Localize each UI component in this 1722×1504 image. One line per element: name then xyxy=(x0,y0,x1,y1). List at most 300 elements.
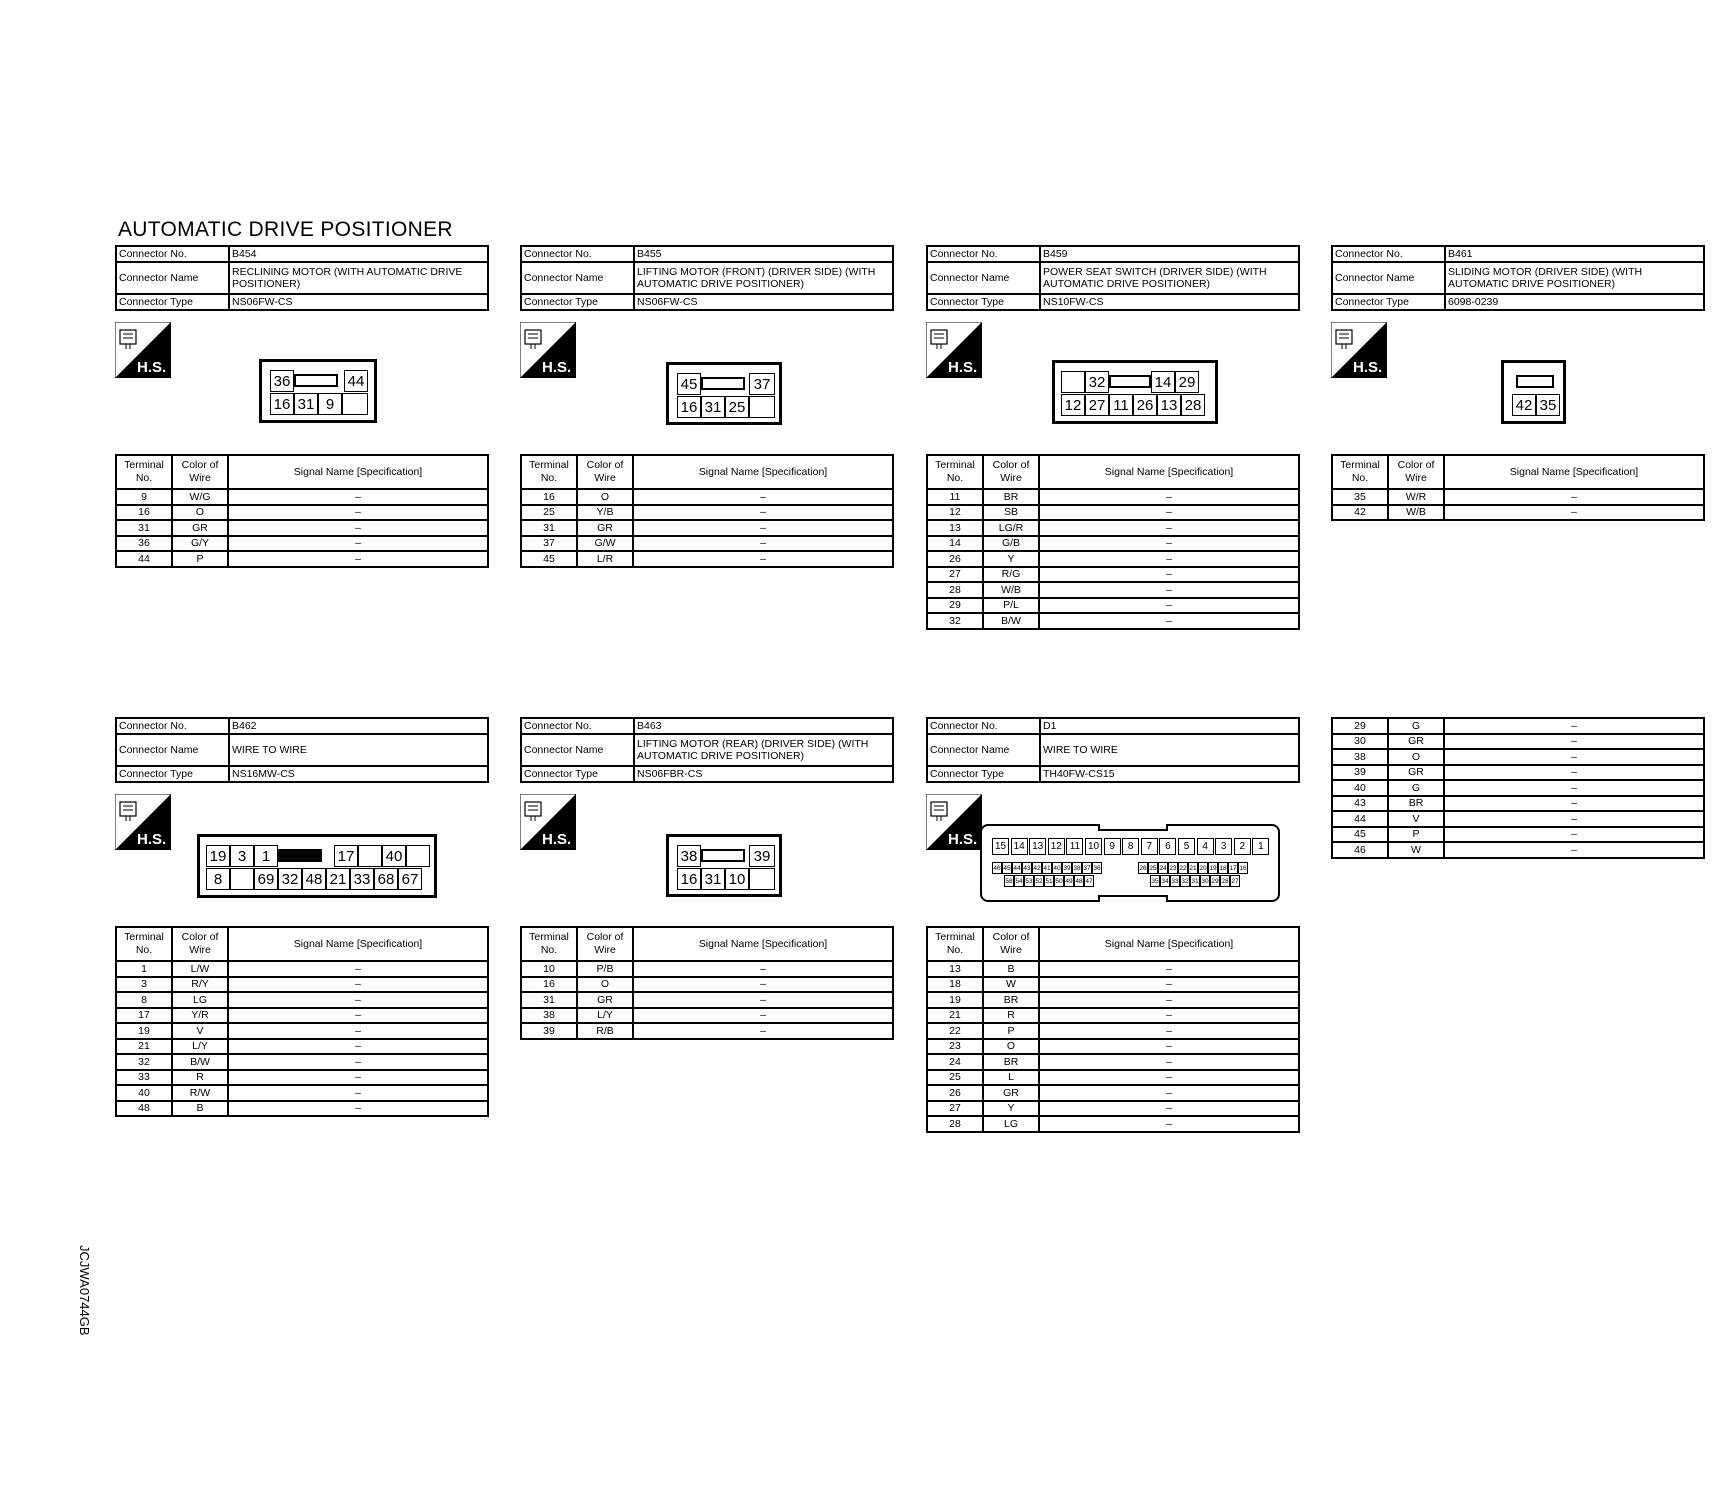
terminal-no: 31 xyxy=(521,520,577,536)
info-label: Connector Name xyxy=(927,262,1040,294)
terminal-no: 12 xyxy=(927,505,983,521)
info-label: Connector Name xyxy=(116,262,229,294)
color-of-wire-header: Color of Wire xyxy=(577,927,633,961)
connector-pin: 48 xyxy=(302,868,326,890)
harness-side-icon xyxy=(115,322,171,378)
connector-face xyxy=(926,322,1300,432)
info-label: Connector Name xyxy=(116,734,229,766)
wire-color: O xyxy=(577,977,633,993)
connector-pin: 58 xyxy=(1004,875,1014,887)
connector-name: LIFTING MOTOR (FRONT) (DRIVER SIDE) (WITH AUTOMATIC DRIVE POSITIONER) xyxy=(634,262,893,294)
terminal-table xyxy=(1331,454,1705,521)
connector-pin: 31 xyxy=(294,393,318,415)
terminal-no-header: Terminal No. xyxy=(1332,455,1388,489)
connector-pin: 45 xyxy=(1002,862,1012,874)
wire-color: LG xyxy=(172,992,228,1008)
wire-color: O xyxy=(983,1039,1039,1055)
connector-info-table xyxy=(926,245,1300,311)
wire-color: G/W xyxy=(577,536,633,552)
wire-color: P/B xyxy=(577,961,633,977)
terminal-no: 24 xyxy=(927,1054,983,1070)
wire-color: B/W xyxy=(172,1054,228,1070)
connector-pin: 26 xyxy=(1138,862,1148,874)
table-row xyxy=(116,961,488,977)
document-code: JCJWA0744GB xyxy=(77,1245,92,1336)
wire-color: B xyxy=(983,961,1039,977)
connector-pin: 31 xyxy=(701,868,725,890)
table-row xyxy=(927,961,1299,977)
connector-pin: 67 xyxy=(398,868,422,890)
info-label: Connector Type xyxy=(1332,294,1445,310)
terminal-no: 43 xyxy=(1332,796,1388,812)
table-row xyxy=(521,992,893,1008)
terminal-no: 11 xyxy=(927,489,983,505)
table-row xyxy=(927,489,1299,505)
connector-pin xyxy=(1061,371,1085,393)
connector-info-table xyxy=(520,717,894,783)
harness-side-badge xyxy=(520,322,576,378)
info-label: Connector Name xyxy=(927,734,1040,766)
signal-name: – xyxy=(1444,505,1704,521)
table-row xyxy=(116,536,488,552)
wire-color: L/Y xyxy=(577,1008,633,1024)
color-of-wire-header: Color of Wire xyxy=(1388,455,1444,489)
table-row xyxy=(927,1039,1299,1055)
signal-name-header: Signal Name [Specification] xyxy=(633,455,893,489)
table-row xyxy=(521,1008,893,1024)
terminal-table xyxy=(520,454,894,568)
signal-name: – xyxy=(1039,1039,1299,1055)
table-row xyxy=(116,1008,488,1024)
terminal-no: 42 xyxy=(1332,505,1388,521)
connector-pin: 47 xyxy=(1084,875,1094,887)
wire-color: L/W xyxy=(172,961,228,977)
connector-pin: 20 xyxy=(1198,862,1208,874)
connector-pin: 14 xyxy=(1151,371,1175,393)
connector-info-table xyxy=(926,717,1300,783)
connector-pin: 12 xyxy=(1048,838,1065,855)
connector-pin: 1 xyxy=(254,845,278,867)
signal-name: – xyxy=(1039,1023,1299,1039)
connector-pin: 7 xyxy=(1141,838,1158,855)
connector-pin: 1 xyxy=(1252,838,1269,855)
signal-name: – xyxy=(1039,536,1299,552)
signal-name: – xyxy=(228,992,488,1008)
signal-name: – xyxy=(633,505,893,521)
terminal-no: 22 xyxy=(927,1023,983,1039)
table-row xyxy=(927,1101,1299,1117)
signal-name: – xyxy=(228,505,488,521)
connector-pin: 32 xyxy=(1085,371,1109,393)
connector-face xyxy=(520,794,894,904)
signal-name: – xyxy=(1039,1085,1299,1101)
table-row xyxy=(1332,489,1704,505)
terminal-no: 31 xyxy=(521,992,577,1008)
terminal-no: 32 xyxy=(927,613,983,629)
table-row xyxy=(927,505,1299,521)
connector-number: B463 xyxy=(634,718,893,734)
signal-name: – xyxy=(228,1054,488,1070)
signal-name: – xyxy=(633,992,893,1008)
terminal-no: 16 xyxy=(521,977,577,993)
connector-pin: 31 xyxy=(1190,875,1200,887)
wire-color: GR xyxy=(577,992,633,1008)
connector-name: RECLINING MOTOR (WITH AUTOMATIC DRIVE POSITIONER) xyxy=(229,262,488,294)
connector-pin: 16 xyxy=(677,868,701,890)
wire-color: P xyxy=(172,551,228,567)
terminal-no-header: Terminal No. xyxy=(927,927,983,961)
signal-name: – xyxy=(1039,1070,1299,1086)
wire-color: G xyxy=(1388,780,1444,796)
connector-pin: 13 xyxy=(1029,838,1046,855)
connector-pin: 26 xyxy=(1133,394,1157,416)
harness-side-icon xyxy=(1331,322,1387,378)
signal-name-header: Signal Name [Specification] xyxy=(228,927,488,961)
signal-name: – xyxy=(1039,567,1299,583)
signal-name: – xyxy=(228,1085,488,1101)
signal-name: – xyxy=(1039,598,1299,614)
wire-color: W/G xyxy=(172,489,228,505)
table-row xyxy=(116,489,488,505)
connector-pin: 10 xyxy=(725,868,749,890)
table-row xyxy=(927,1054,1299,1070)
connector-pin: 28 xyxy=(1181,394,1205,416)
terminal-no: 1 xyxy=(116,961,172,977)
connector-pin: 41 xyxy=(1042,862,1052,874)
table-row xyxy=(1332,718,1704,734)
connector-pin: 44 xyxy=(1012,862,1022,874)
connector-type: NS06FBR-CS xyxy=(634,766,893,782)
connector-housing xyxy=(666,362,782,425)
svg-text:H.S.: H.S. xyxy=(542,831,572,848)
connector-pin: 22 xyxy=(1178,862,1188,874)
svg-text:H.S.: H.S. xyxy=(948,831,978,848)
connector-block xyxy=(115,245,489,565)
table-row xyxy=(116,1054,488,1070)
connector-type: NS10FW-CS xyxy=(1040,294,1299,310)
wire-color: W xyxy=(983,977,1039,993)
connector-number: D1 xyxy=(1040,718,1299,734)
connector-latch xyxy=(1098,895,1168,902)
terminal-no: 30 xyxy=(1332,734,1388,750)
connector-pin: 17 xyxy=(334,845,358,867)
wire-color: R/Y xyxy=(172,977,228,993)
connector-block xyxy=(1331,245,1705,519)
terminal-no: 27 xyxy=(927,1101,983,1117)
table-row xyxy=(927,977,1299,993)
terminal-no: 39 xyxy=(1332,765,1388,781)
signal-name: – xyxy=(228,1008,488,1024)
connector-pin: 8 xyxy=(1122,838,1139,855)
connector-pin: 9 xyxy=(1104,838,1121,855)
connector-housing xyxy=(666,834,782,897)
wire-color: SB xyxy=(983,505,1039,521)
signal-name: – xyxy=(1039,1101,1299,1117)
wire-color: B xyxy=(172,1101,228,1117)
harness-side-icon xyxy=(926,794,982,850)
signal-name: – xyxy=(633,536,893,552)
connector-pin: 37 xyxy=(749,373,775,395)
signal-name: – xyxy=(633,977,893,993)
connector-housing xyxy=(1052,360,1218,424)
connector-latch xyxy=(1098,824,1168,831)
terminal-no: 25 xyxy=(927,1070,983,1086)
terminal-no: 17 xyxy=(116,1008,172,1024)
color-of-wire-header: Color of Wire xyxy=(172,455,228,489)
terminal-no: 44 xyxy=(116,551,172,567)
table-row xyxy=(1332,780,1704,796)
wire-color: R/B xyxy=(577,1023,633,1039)
signal-name: – xyxy=(228,1039,488,1055)
signal-name: – xyxy=(1039,992,1299,1008)
info-label: Connector Type xyxy=(116,294,229,310)
signal-name: – xyxy=(633,551,893,567)
terminal-table xyxy=(926,454,1300,630)
info-label: Connector Type xyxy=(927,766,1040,782)
connector-pin: 32 xyxy=(1180,875,1190,887)
connector-block xyxy=(115,717,489,1115)
svg-text:H.S.: H.S. xyxy=(1353,359,1383,376)
continuation-terminal-table xyxy=(1331,717,1705,859)
terminal-no: 37 xyxy=(521,536,577,552)
connector-pin: 51 xyxy=(1044,875,1054,887)
signal-name: – xyxy=(228,1101,488,1117)
terminal-no: 28 xyxy=(927,582,983,598)
wire-color: BR xyxy=(983,489,1039,505)
connector-pin: 42 xyxy=(1032,862,1042,874)
table-row xyxy=(927,1085,1299,1101)
terminal-no: 39 xyxy=(521,1023,577,1039)
signal-name: – xyxy=(1039,505,1299,521)
connector-pin: 33 xyxy=(1170,875,1180,887)
connector-pin: 13 xyxy=(1157,394,1181,416)
connector-number: B461 xyxy=(1445,246,1704,262)
wire-color: G/B xyxy=(983,536,1039,552)
harness-side-badge xyxy=(1331,322,1387,378)
connector-pin: 25 xyxy=(725,396,749,418)
connector-pin: 3 xyxy=(230,845,254,867)
connector-key xyxy=(1516,375,1554,388)
terminal-no: 38 xyxy=(521,1008,577,1024)
connector-face xyxy=(115,322,489,432)
harness-side-badge xyxy=(115,794,171,850)
signal-name: – xyxy=(1039,551,1299,567)
connector-pin: 10 xyxy=(1085,838,1102,855)
connector-pin: 53 xyxy=(1024,875,1034,887)
connector-name: POWER SEAT SWITCH (DRIVER SIDE) (WITH AUTOMATIC DRIVE POSITIONER) xyxy=(1040,262,1299,294)
table-row xyxy=(521,551,893,567)
connector-number: B455 xyxy=(634,246,893,262)
terminal-no: 26 xyxy=(927,1085,983,1101)
wire-color: Y/B xyxy=(577,505,633,521)
svg-text:H.S.: H.S. xyxy=(137,359,167,376)
connector-type: 6098-0239 xyxy=(1445,294,1704,310)
connector-info-table xyxy=(1331,245,1705,311)
info-label: Connector No. xyxy=(116,246,229,262)
connector-face xyxy=(115,794,489,904)
connector-pin: 38 xyxy=(677,845,701,867)
info-label: Connector Type xyxy=(521,294,634,310)
wire-color: GR xyxy=(983,1085,1039,1101)
info-label: Connector No. xyxy=(116,718,229,734)
wire-color: LG xyxy=(983,1116,1039,1132)
table-row xyxy=(116,551,488,567)
table-row xyxy=(1332,734,1704,750)
table-row xyxy=(927,1023,1299,1039)
table-row xyxy=(927,598,1299,614)
signal-name: – xyxy=(228,961,488,977)
table-row xyxy=(927,613,1299,629)
terminal-no: 18 xyxy=(927,977,983,993)
signal-name: – xyxy=(1444,749,1704,765)
connector-pin: 16 xyxy=(1238,862,1248,874)
signal-name: – xyxy=(633,961,893,977)
connector-pin: 69 xyxy=(254,868,278,890)
signal-name: – xyxy=(228,551,488,567)
connector-pin: 30 xyxy=(1200,875,1210,887)
wire-color: W/B xyxy=(983,582,1039,598)
connector-type: NS06FW-CS xyxy=(634,294,893,310)
wire-color: G xyxy=(1388,718,1444,734)
terminal-no: 9 xyxy=(116,489,172,505)
terminal-no: 8 xyxy=(116,992,172,1008)
connector-housing xyxy=(1501,360,1566,424)
connector-pin: 36 xyxy=(1092,862,1102,874)
info-label: Connector No. xyxy=(521,718,634,734)
signal-name: – xyxy=(633,489,893,505)
terminal-no: 40 xyxy=(116,1085,172,1101)
wire-color: B/W xyxy=(983,613,1039,629)
connector-pin: 16 xyxy=(677,396,701,418)
terminal-no: 29 xyxy=(1332,718,1388,734)
table-row xyxy=(521,977,893,993)
info-label: Connector No. xyxy=(521,246,634,262)
terminal-no-header: Terminal No. xyxy=(116,927,172,961)
table-row xyxy=(927,582,1299,598)
connector-pin: 36 xyxy=(270,370,294,392)
table-row xyxy=(116,1070,488,1086)
signal-name: – xyxy=(1444,780,1704,796)
info-label: Connector Type xyxy=(116,766,229,782)
connector-pin: 45 xyxy=(677,373,701,395)
signal-name: – xyxy=(1039,520,1299,536)
signal-name: – xyxy=(1444,796,1704,812)
connector-key xyxy=(278,849,322,862)
connector-face xyxy=(1331,322,1705,432)
connector-pin: 3 xyxy=(1215,838,1232,855)
wire-color: G/Y xyxy=(172,536,228,552)
signal-name: – xyxy=(633,1023,893,1039)
signal-name: – xyxy=(1444,718,1704,734)
connector-name: SLIDING MOTOR (DRIVER SIDE) (WITH AUTOMATIC DRIVE POSITIONER) xyxy=(1445,262,1704,294)
table-row xyxy=(927,1070,1299,1086)
connector-pin: 18 xyxy=(1218,862,1228,874)
harness-side-icon xyxy=(520,322,576,378)
connector-pin: 4 xyxy=(1197,838,1214,855)
signal-name: – xyxy=(1444,811,1704,827)
wire-color: V xyxy=(1388,811,1444,827)
signal-name: – xyxy=(228,536,488,552)
connector-housing xyxy=(259,359,377,423)
signal-name: – xyxy=(1039,582,1299,598)
terminal-no-header: Terminal No. xyxy=(521,927,577,961)
connector-number: B462 xyxy=(229,718,488,734)
terminal-no: 19 xyxy=(927,992,983,1008)
wire-color: W/R xyxy=(1388,489,1444,505)
connector-pin: 34 xyxy=(1160,875,1170,887)
table-row xyxy=(116,992,488,1008)
signal-name: – xyxy=(1039,1116,1299,1132)
table-row xyxy=(521,520,893,536)
connector-info-table xyxy=(115,245,489,311)
table-row xyxy=(927,1008,1299,1024)
table-row xyxy=(116,977,488,993)
signal-name: – xyxy=(1444,734,1704,750)
terminal-no: 21 xyxy=(116,1039,172,1055)
terminal-no: 35 xyxy=(1332,489,1388,505)
connector-name: WIRE TO WIRE xyxy=(1040,734,1299,766)
connector-pin: 68 xyxy=(374,868,398,890)
connector-pin: 19 xyxy=(1208,862,1218,874)
connector-housing xyxy=(197,834,437,898)
connector-pin: 27 xyxy=(1230,875,1240,887)
connector-info-table xyxy=(115,717,489,783)
connector-pin xyxy=(406,845,430,867)
info-label: Connector No. xyxy=(1332,246,1445,262)
connector-block xyxy=(926,245,1300,627)
terminal-no-header: Terminal No. xyxy=(521,455,577,489)
terminal-no: 13 xyxy=(927,961,983,977)
wire-color: Y/R xyxy=(172,1008,228,1024)
connector-pin: 48 xyxy=(1074,875,1084,887)
connector-pin: 29 xyxy=(1210,875,1220,887)
terminal-no: 40 xyxy=(1332,780,1388,796)
connector-face xyxy=(520,322,894,432)
signal-name: – xyxy=(228,977,488,993)
terminal-table xyxy=(926,926,1300,1133)
wire-color: O xyxy=(577,489,633,505)
connector-name: WIRE TO WIRE xyxy=(229,734,488,766)
terminal-no: 44 xyxy=(1332,811,1388,827)
table-row xyxy=(1332,811,1704,827)
connector-housing xyxy=(980,824,1280,902)
terminal-no: 19 xyxy=(116,1023,172,1039)
connector-pin: 9 xyxy=(318,393,342,415)
harness-side-badge xyxy=(520,794,576,850)
terminal-table xyxy=(115,926,489,1117)
connector-name: LIFTING MOTOR (REAR) (DRIVER SIDE) (WITH AUTOMATIC DRIVE POSITIONER) xyxy=(634,734,893,766)
wire-color: GR xyxy=(577,520,633,536)
terminal-no: 16 xyxy=(116,505,172,521)
wire-color: L xyxy=(983,1070,1039,1086)
connector-block xyxy=(926,717,1300,1130)
connector-pin xyxy=(358,845,382,867)
harness-side-icon xyxy=(520,794,576,850)
table-row xyxy=(1332,505,1704,521)
table-row xyxy=(927,567,1299,583)
continuation-table-block xyxy=(1331,717,1705,859)
signal-name: – xyxy=(1444,765,1704,781)
connector-key xyxy=(701,849,745,862)
wire-color: Y xyxy=(983,551,1039,567)
connector-number: B459 xyxy=(1040,246,1299,262)
connector-type: TH40FW-CS15 xyxy=(1040,766,1299,782)
connector-type: NS16MW-CS xyxy=(229,766,488,782)
table-row xyxy=(927,551,1299,567)
table-row xyxy=(927,992,1299,1008)
wire-color: P/L xyxy=(983,598,1039,614)
color-of-wire-header: Color of Wire xyxy=(983,455,1039,489)
